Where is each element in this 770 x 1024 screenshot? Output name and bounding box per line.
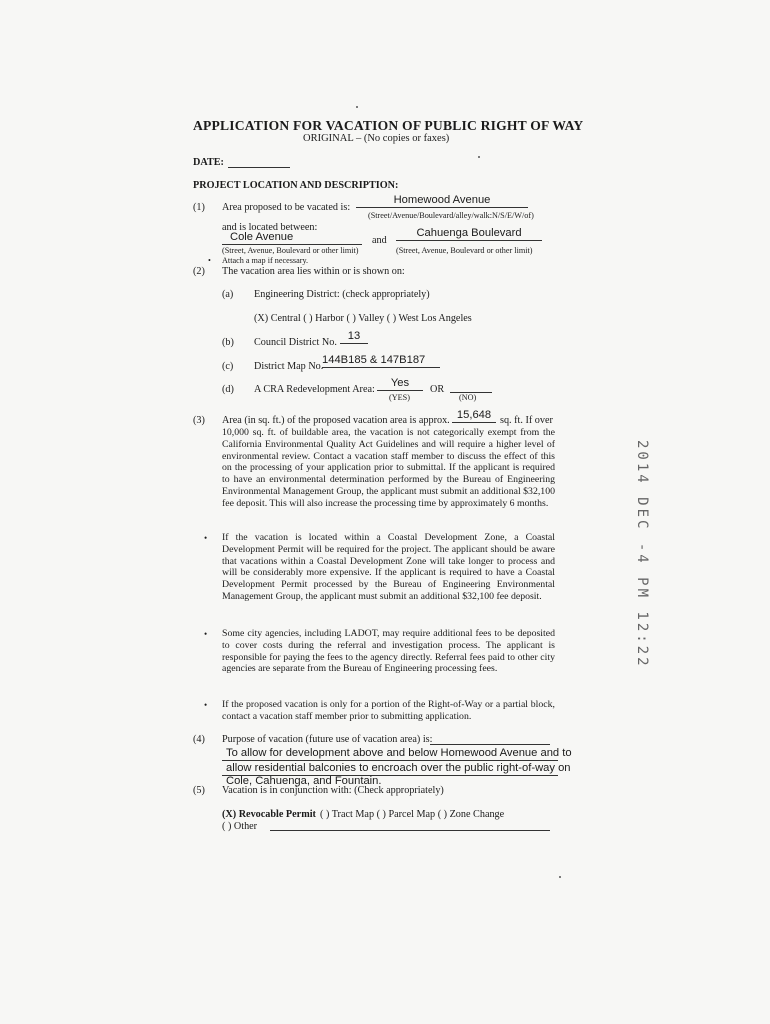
district-map-field[interactable]: 144B185 & 147B187 [322,354,440,368]
street2-hint: (Street, Avenue, Boulevard or other limit) [396,246,533,255]
date-label: DATE: [193,157,224,168]
other-map-checkboxes[interactable]: ( ) Tract Map ( ) Parcel Map ( ) Zone Change [320,809,505,820]
between-label: and is located between: [222,222,318,233]
bullet-fees: Some city agencies, including LADOT, may require additional fees to be deposited to cover costs during the referral and investigation process. The applicant is responsible for paying the fees to the agency directly. Referral fees paid to other city agencies are separate from the Bureau of Engineering processing fees. [222,628,555,675]
yes-hint: (YES) [389,393,410,402]
bullet-partial: If the proposed vacation is only for a portion of the Right-of-Way or a partial block, contact a vacation staff member prior to submitting application. [222,699,555,722]
item4-number: (4) [193,734,205,745]
bullet-partial-mark: • [204,700,208,710]
purpose-label-line [430,744,550,745]
other-checkbox[interactable]: ( ) Other [222,821,258,832]
cra-or-label: OR [430,384,445,395]
other-field[interactable] [270,830,550,831]
engineering-district-label: Engineering District: (check appropriately) [254,289,430,300]
purpose-line-2[interactable]: allow residential balconies to encroach over the public right-of-way on [222,762,558,776]
page-title: APPLICATION FOR VACATION OF PUBLIC RIGHT OF WAY [193,118,584,133]
scan-speck [559,876,561,878]
no-hint: (NO) [459,393,477,402]
item2a-number: (a) [222,289,234,300]
district-map-label: District Map No. [254,361,324,372]
received-stamp: 2014 DEC -4 PM 12:22 [634,440,650,669]
council-district-field[interactable]: 13 [340,330,368,344]
attach-bullet: • [208,256,211,265]
item3-lead: Area (in sq. ft.) of the proposed vacation area is approx. [222,415,450,426]
item1-label: Area proposed to be vacated is: [222,202,351,213]
street2-field[interactable]: Cahuenga Boulevard [396,227,542,241]
item3-number: (3) [193,415,205,426]
bullet-coastal: If the vacation is located within a Coastal Development Zone, a Coastal Development Permit will be required for the project. The applicant should be aware that vacations within a Coastal Development Zone will take longer to process and will be considerably more expensive. If the applicant is required to have a Coastal Development Permit processed by the Bureau of Engineering Environmental Management Group, the applicant must submit an additional $32,100 fee deposit. [222,532,555,602]
bullet-coastal-mark: • [204,533,208,543]
item2b-number: (b) [222,337,234,348]
page-subtitle: ORIGINAL – (No copies or faxes) [303,133,450,144]
item2-label: The vacation area lies within or is shown on: [222,266,405,277]
purpose-line-3[interactable]: Cole, Cahuenga, and Fountain. [226,775,382,787]
item5-number: (5) [193,785,205,796]
revocable-permit-checkbox[interactable]: (X) Revocable Permit [222,809,316,820]
purpose-label: Purpose of vacation (future use of vacation area) is: [222,734,433,745]
vacated-area-hint: (Street/Avenue/Boulevard/alley/walk:N/S/E/W/of) [368,211,534,220]
bullet-fees-mark: • [204,629,208,639]
area-sqft-field[interactable]: 15,648 [452,409,496,423]
and-label: and [372,235,387,246]
item2c-number: (c) [222,361,234,372]
item3-paragraph: 10,000 sq. ft. of buildable area, the vacation is not categorically exempt from the California Environmental Quality Act Guidelines and will require a higher level of environmental review. Contact a vacation staff member to discuss the effect of this on the processing of your application prior to submittal. If the applicant is required to have an environmental determination performed by the Bureau of Engineering Environmental Management Group, the applicant must submit an additional $32,100 fee deposit. This will also increase the processing time by approximately 6 months. [222,427,555,509]
council-district-label: Council District No. [254,337,337,348]
attach-map-note: Attach a map if necessary. [222,256,309,265]
section-heading: PROJECT LOCATION AND DESCRIPTION: [193,180,399,191]
district-checkboxes[interactable]: (X) Central ( ) Harbor ( ) Valley ( ) West Los Angeles [254,313,472,324]
street1-hint: (Street, Avenue, Boulevard or other limit) [222,246,359,255]
scan-speck [356,106,358,108]
conjunction-label: Vacation is in conjunction with: (Check appropriately) [222,785,444,796]
item2d-number: (d) [222,384,234,395]
item3-tail: sq. ft. If over [500,415,553,426]
cra-yes-field[interactable]: Yes [377,377,423,391]
scan-speck [478,156,480,158]
cra-label: A CRA Redevelopment Area: [254,384,375,395]
purpose-line-1[interactable]: To allow for development above and below Homewood Avenue and to [222,747,558,761]
item1-number: (1) [193,202,205,213]
date-field[interactable] [228,167,290,168]
street1-field[interactable]: Cole Avenue [222,231,362,245]
item2-number: (2) [193,266,205,277]
vacated-area-field[interactable]: Homewood Avenue [356,194,528,208]
